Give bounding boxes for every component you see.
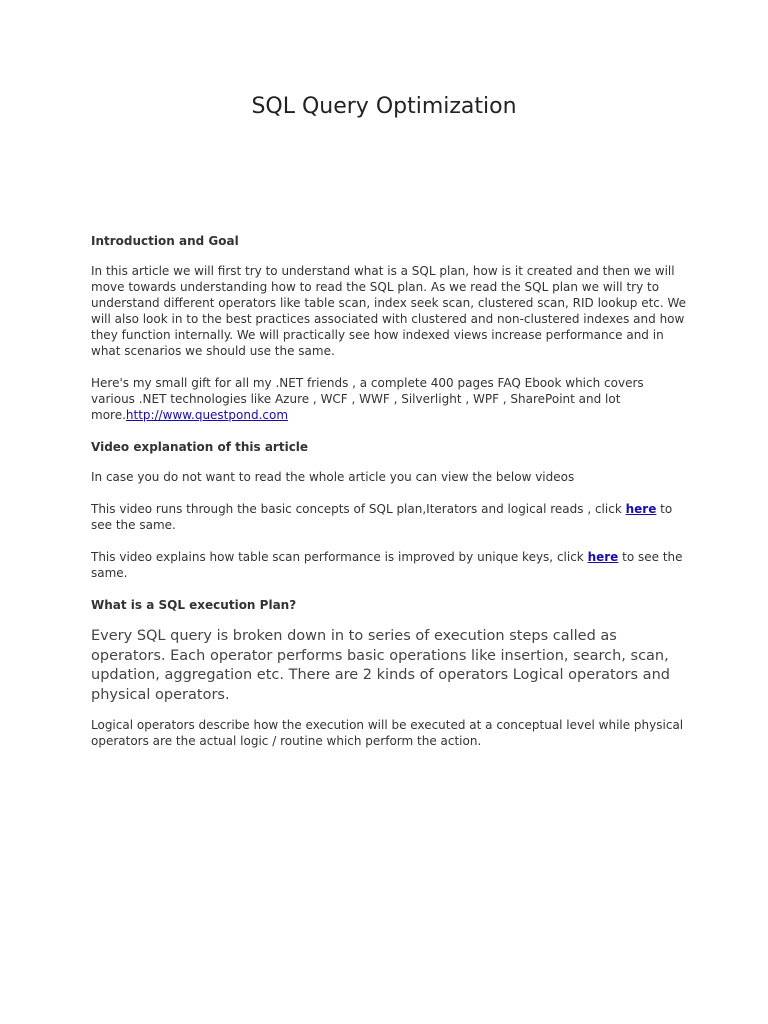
- gift-paragraph-text: Here's my small gift for all my .NET friends , a complete 400 pages FAQ Ebook which covers various .NET technologies like Azure , WCF , WWF , Silverlight , WPF , SharePoint and lot more.: [91, 376, 644, 422]
- intro-paragraph: In this article we will first try to understand what is a SQL plan, how is it created and then we will move towards understanding how to read the SQL plan. As we read the SQL plan we will try to understand different operators like table scan, index seek scan, clustered scan, RID lookup etc. We will also look in to the best practices associated with clustered and non-clustered indexes and how they function internally. We will practically see how indexed views increase performance and in what scenarios we should use the same.: [91, 264, 687, 358]
- section-heading-intro: Introduction and Goal: [91, 234, 239, 248]
- section-heading-video: Video explanation of this article: [91, 440, 309, 454]
- video-table-scan-paragraph: [91, 549, 691, 581]
- video-table-scan-text-after: to see the same.: [91, 550, 683, 580]
- video-sql-plan-link[interactable]: here: [625, 502, 657, 516]
- plan-paragraph-operators: Logical operators describe how the execution will be executed at a conceptual level while physical operators are the actual logic / routine which perform the action.: [91, 718, 684, 748]
- video-sql-plan-paragraph: [91, 501, 691, 533]
- section-heading-plan: What is a SQL execution Plan?: [91, 598, 297, 612]
- video-sql-plan-text: This video runs through the basic concepts of SQL plan,Iterators and logical reads , click: [91, 502, 626, 516]
- document-title: SQL Query Optimization: [251, 94, 517, 119]
- plan-paragraph-large: Every SQL query is broken down in to series of execution steps called as operators. Each operator performs basic operations like insertion, search, scan, updation, aggregation etc. There are 2 kinds of operators Logical operators and physical operators.: [91, 628, 670, 703]
- video-intro-paragraph: In case you do not want to read the whole article you can view the below videos: [91, 470, 575, 484]
- questpond-link[interactable]: http://www.questpond.com: [125, 408, 289, 422]
- video-table-scan-text: This video explains how table scan performance is improved by unique keys, click: [91, 550, 588, 564]
- video-table-scan-link[interactable]: here: [587, 550, 619, 564]
- video-sql-plan-text-after: to see the same.: [91, 502, 673, 532]
- document-body: [91, 233, 691, 765]
- gift-paragraph: [91, 375, 691, 423]
